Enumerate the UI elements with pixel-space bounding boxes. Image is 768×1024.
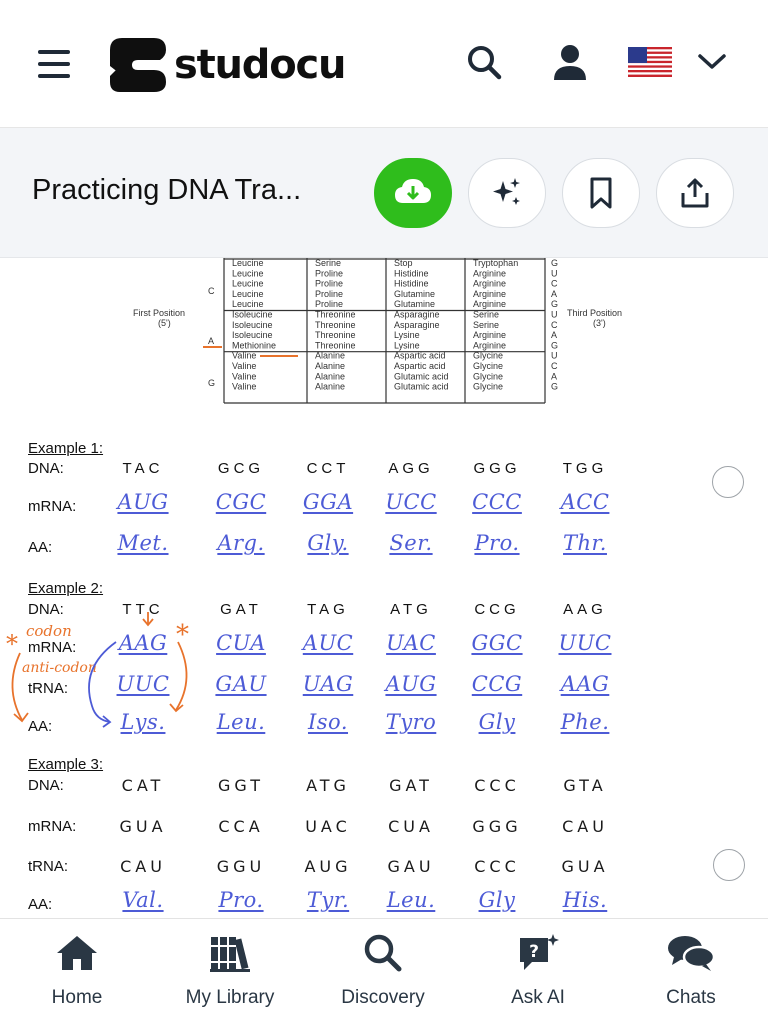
example-2-cell: AUG [385,672,437,696]
example-3-row-label: tRNA: [28,858,69,875]
third-position-letter: C [551,278,558,289]
table-cell: Stop [394,258,413,268]
table-cell: Leucine [232,278,264,289]
table-cell: Asparagine [394,319,440,330]
table-cell: Arginine [473,299,507,310]
example-1-cell: CGC [215,490,267,514]
star-annotation-left: * [6,630,18,658]
example-1-row-label: AA: [28,539,53,556]
table-cell: Alanine [315,371,346,382]
nav-my-library[interactable] [165,931,295,1017]
example-2-cell: AAG [118,631,168,655]
table-cell: Isoleucine [232,330,273,341]
table-cell: Arginine [473,340,507,351]
example-2-cell: UAC [386,631,436,655]
example-1-cell: Gly. [307,531,349,555]
svg-text:?: ? [529,942,539,962]
example-1-row-label: DNA: [28,460,64,477]
table-cell: Glutamic acid [394,381,449,392]
example-3-row-label: AA: [28,896,53,913]
nav-home[interactable] [12,931,142,1017]
table-cell: Proline [315,278,344,289]
example-1-cell: ACC [560,490,610,514]
example-3-cell: Leu. [386,888,436,912]
table-cell: Threonine [315,319,356,330]
table-cell: Leucine [232,258,264,268]
table-cell: Valine [232,361,257,371]
studocu-logo[interactable] [108,36,345,94]
third-position-letter: G [551,299,559,310]
table-cell: Threonine [315,340,356,351]
share-icon [678,176,712,210]
example-3-cell: GAU [387,857,435,876]
search-icon[interactable] [462,40,506,84]
ai-sparkle-button[interactable] [468,158,546,228]
table-cell: Glycine [473,361,504,371]
library-icon [205,931,255,975]
example-2-cell: TTC [122,601,164,618]
example-2-row-label: tRNA: [28,680,69,697]
brand-name: studocu [174,42,346,88]
table-cell: Proline [315,268,344,279]
example-2-cell: Iso. [307,710,349,734]
example-2-cell: Phe. [560,710,610,734]
example-1-row-label: mRNA: [28,498,77,515]
example-1-cell: GCG [217,460,265,477]
codon-table [0,258,768,408]
third-position-letter: C [551,361,558,371]
home-icon [52,931,102,975]
example-3-cell: UAC [305,817,351,836]
document-title: Practicing DNA Tra... [32,174,302,206]
example-1-cell: TAC [122,460,164,477]
example-1-cell: GGA [302,490,354,514]
example-3-cell: Tyr. [306,888,350,912]
table-cell: Aspartic acid [394,350,446,361]
example-3-cell: GTA [563,776,607,795]
example-1-cell: CCC [472,490,522,514]
example-2-cell: UAG [302,672,354,696]
table-cell: Threonine [315,330,356,341]
table-cell: Histidine [394,268,429,279]
example-3-cell: CAU [562,817,608,836]
table-cell: Alanine [315,381,346,392]
third-position-letter: U [551,268,558,279]
table-cell: Glutamine [394,288,436,299]
chats-icon [666,931,716,975]
example-2-cell: GGC [471,631,523,655]
example-1-cell: CCT [306,460,350,477]
example-3-cell: CUA [388,817,434,836]
table-cell: Proline [315,288,344,299]
table-cell: Isoleucine [232,309,273,320]
table-cell: Histidine [394,278,429,289]
first-position-letter: A [208,336,215,346]
third-position-sub: (3') [593,318,606,328]
table-cell: Tryptophan [473,258,519,268]
nav-chats-label: Chats [666,987,716,1008]
third-position-letter: G [551,381,559,392]
third-position-letter: A [551,371,558,382]
example-3-row-label: DNA: [28,777,64,794]
example-3-cell: His. [562,888,608,912]
user-icon[interactable] [548,40,592,84]
share-button[interactable] [656,158,734,228]
us-flag-icon[interactable] [626,40,674,84]
example-2-row-label: DNA: [28,601,64,618]
example-1-cell: TGG [562,460,608,477]
example-2-cell: AUC [302,631,354,655]
example-2-cell: TAG [307,601,349,618]
example-2-cell: Tyro [385,710,437,734]
nav-discovery[interactable] [318,931,448,1017]
table-cell: Glutamine [394,299,436,310]
first-position-letter: G [208,378,216,388]
table-cell: Arginine [473,278,507,289]
chevron-down-icon[interactable] [690,40,734,84]
table-cell: Serine [473,309,500,320]
example-1-cell: Pro. [474,531,520,555]
example-3-cell: GUA [119,817,167,836]
example-1-title: Example 1: [28,440,104,457]
nav-discovery-label: Discovery [341,987,425,1008]
table-cell: Alanine [315,361,346,371]
nav-ask-ai[interactable] [473,931,603,1017]
example-3-cell: CAU [120,857,166,876]
first-position-letter: C [208,286,215,296]
example-1-cell: GGG [473,460,521,477]
page-select-radio-2[interactable] [713,849,745,881]
third-position-letter: U [551,309,558,320]
third-position-letter: U [551,350,558,361]
third-position-label: Third Position [567,308,623,318]
example-2-cell: CCG [474,601,520,618]
table-cell: Asparagine [394,309,440,320]
third-position-letter: A [551,330,558,341]
example-3-cell: AUG [304,857,352,876]
table-cell: Aspartic acid [394,361,446,371]
download-button[interactable] [374,158,452,228]
table-cell: Valine [232,350,257,361]
example-1-cell: Thr. [563,531,607,555]
example-3-cell: Gly [478,888,516,912]
example-2-cell: CCG [471,672,523,696]
bookmark-button[interactable] [562,158,640,228]
example-1-cell: UCC [385,490,437,514]
top-bar [0,0,768,128]
example-2-cell: AAG [563,601,607,618]
example-2-cell: UUC [558,631,612,655]
example-3-cell: GAT [389,776,433,795]
document-viewer[interactable] [0,258,768,918]
download-icon [393,177,433,209]
table-cell: Serine [473,319,500,330]
example-2-cell: AAG [560,672,610,696]
star-annotation-right: * [176,620,189,650]
first-position-label: First Position [133,308,186,318]
example-3-cell: ATG [306,776,350,795]
third-position-letter: C [551,319,558,330]
bottom-navigation [0,918,768,1024]
example-2-title: Example 2: [28,580,104,597]
third-position-letter: G [551,340,559,351]
table-cell: Lysine [394,330,420,341]
example-2-cell: Gly [478,710,516,734]
table-cell: Leucine [232,288,264,299]
table-cell: Serine [315,258,342,268]
nav-my-library-label: My Library [185,987,275,1008]
example-2-cell: UUC [116,672,170,696]
example-3-cell: Pro. [218,888,264,912]
example-3-cell: GGG [472,817,522,836]
example-2-cell: Lys. [120,710,166,734]
example-1-cell: AUG [117,490,169,514]
menu-icon[interactable] [36,48,74,80]
example-2-cell: ATG [390,601,432,618]
example-3-row-label: mRNA: [28,818,77,835]
example-1-cell: Arg. [217,531,265,555]
example-2-row-label: mRNA: [28,639,77,656]
table-cell: Glycine [473,371,504,382]
example-1-cell: AGG [388,460,434,477]
example-3-cell: GGT [218,776,264,795]
example-2-cell: GAU [215,672,267,696]
table-cell: Proline [315,299,344,310]
nav-chats[interactable] [626,931,756,1017]
discovery-search-icon [358,931,408,975]
example-3-cell: CAT [121,776,165,795]
example-2-cell: CUA [216,631,266,655]
table-cell: Arginine [473,288,507,299]
table-cell: Leucine [232,299,264,310]
table-cell: Leucine [232,268,264,279]
first-position-sub: (5') [158,318,171,328]
table-cell: Methionine [232,340,277,351]
anticodon-annotation: anti-codon [22,660,97,676]
example-1-cell: Met. [117,531,169,555]
example-3-cell: CCC [474,857,520,876]
table-cell: Arginine [473,330,507,341]
table-cell: Valine [232,371,257,382]
table-cell: Isoleucine [232,319,273,330]
table-cell: Valine [232,381,257,392]
example-2-row-label: AA: [28,718,53,735]
example-1-cell: Ser. [389,531,433,555]
table-cell: Glycine [473,381,504,392]
example-3-cell: CCA [218,817,264,836]
studocu-logo-icon [108,36,168,94]
example-3-title: Example 3: [28,756,104,773]
table-cell: Lysine [394,340,420,351]
example-2-cell: GAT [220,601,262,618]
example-2-cell: Leu. [216,710,266,734]
table-cell: Glycine [473,350,504,361]
nav-ask-ai-label: Ask AI [511,987,565,1008]
third-position-letter: G [551,258,559,268]
bookmark-icon [587,176,615,210]
document-toolbar [0,128,768,258]
example-3-cell: CCC [474,776,520,795]
example-3-cell: Val. [122,888,164,912]
codon-annotation: codon [26,622,72,640]
ask-ai-icon [513,931,563,975]
example-3-cell: GUA [561,857,609,876]
nav-home-label: Home [51,987,103,1008]
page-select-radio-1[interactable] [712,466,744,498]
table-cell: Threonine [315,309,356,320]
table-cell: Arginine [473,268,507,279]
table-cell: Alanine [315,350,346,361]
third-position-letter: A [551,288,558,299]
table-cell: Glutamic acid [394,371,449,382]
ai-sparkle-icon [489,175,525,211]
example-3-cell: GGU [216,857,266,876]
